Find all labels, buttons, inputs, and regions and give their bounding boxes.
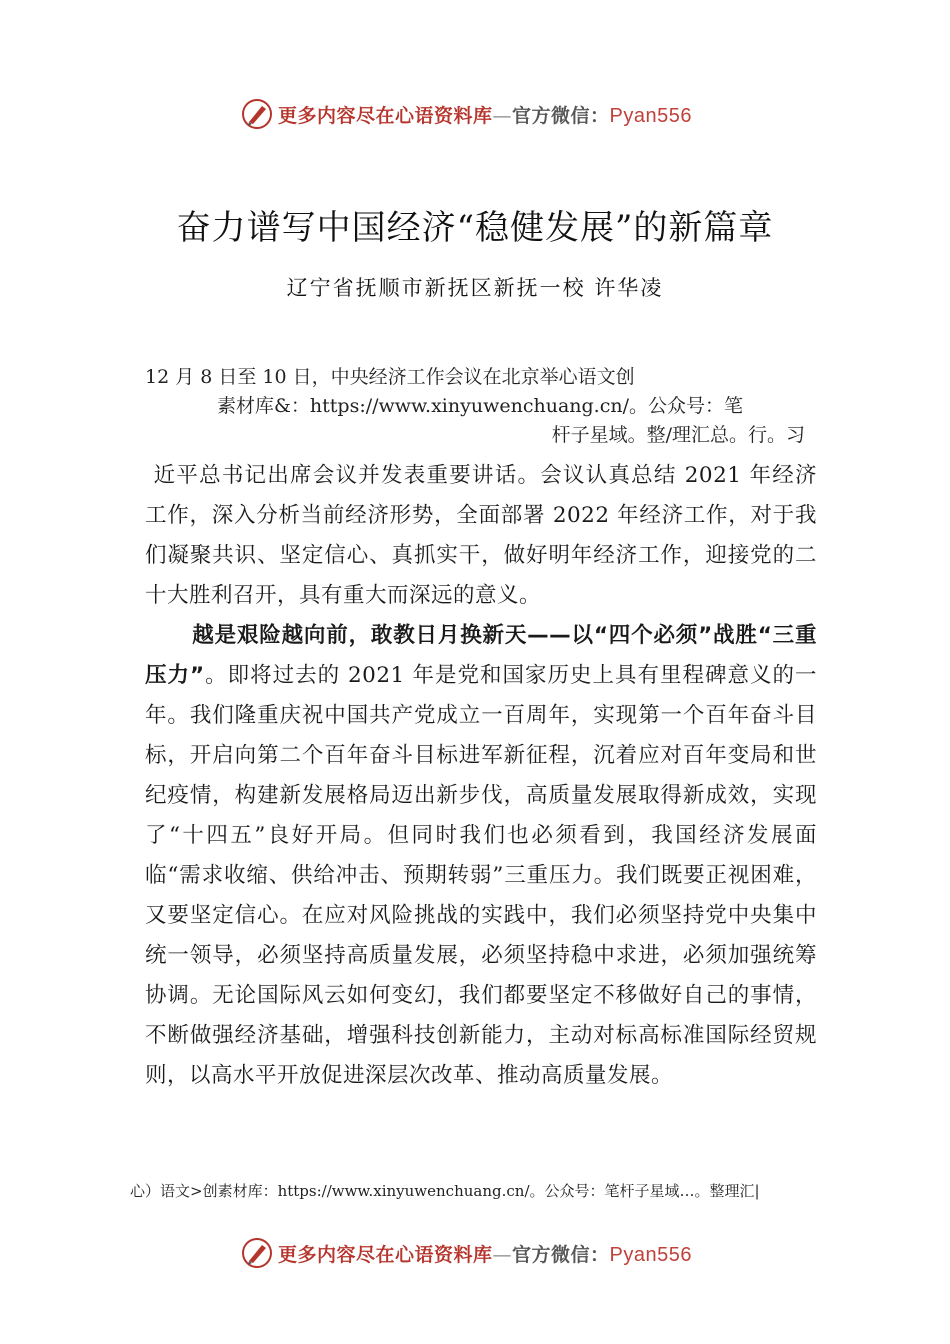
banner-separator: — [492, 1243, 513, 1266]
document-body [145, 456, 817, 1096]
banner-main-text: 更多内容尽在心语资料库 [278, 104, 493, 127]
banner-separator: — [492, 104, 513, 127]
paragraph-2 [145, 616, 817, 1096]
banner-main-text: 更多内容尽在心语资料库 [278, 1243, 493, 1266]
watermark-line: 12 月 8 日至 10 日，中央经济工作会议在北京举心语文创 [145, 366, 635, 388]
paragraph-2-text: 。即将过去的 2021 年是党和国家历史上具有里程碑意义的一年。我们隆重庆祝中国共产党成立一百周年，实现第一个百年奋斗目标，开启向第二个百年奋斗目标进军新征程，沉着应对百年变局和世纪疫情，构建新发展格局迈出新步伐，高质量发展取得新成效，实现了“十四五”良好开局。但同时我们也必须看到，我国经济发展面临“需求收缩、供给冲击、预期转弱”三重压力。我们既要正视困难，又要坚定信心。在应对风险挑战的实践中，我们必须坚持党中央集中统一领导，必须坚持高质量发展，必须坚持稳中求进，必须加强统筹协调。无论国际风云如何变幻，我们都要坚定不移做好自己的事情，不断做强经济基础，增强科技创新能力，主动对标高标准国际经贸规则，以高水平开放促进深层次改革、推动高质量发展。 [145, 663, 817, 1088]
paragraph-2-heading: 越是艰险越向前，敢教日月换新天——以“四个必须”战胜“三重压力” [145, 623, 817, 688]
banner-text [278, 1240, 692, 1267]
banner-wechat-label: 官方微信： [512, 1243, 610, 1266]
watermark-line: 素材库&：https://www.xinyuwenchuang.cn/。公众号：笔 [216, 395, 744, 417]
header-banner [240, 94, 760, 134]
document-title: 奋力谱写中国经济“稳健发展”的新篇章 [176, 208, 774, 248]
banner-text [278, 101, 692, 128]
pen-logo-icon [240, 1236, 274, 1270]
watermark-block [145, 363, 815, 450]
banner-wechat-id: Pyan556 [609, 1243, 692, 1266]
paragraph-1: 近平总书记出席会议并发表重要讲话。会议认真总结 2021 年经济工作，深入分析当前经济形势，全面部署 2022 年经济工作，对于我们凝聚共识、坚定信心、真抓实干，做好明年经济工作，迎接党的二十大胜利召开，具有重大而深远的意义。 [145, 463, 817, 608]
watermark-line: 杆子星域。整/理汇总。行。习 [551, 424, 805, 446]
pen-logo-icon [240, 97, 274, 131]
footer-banner [240, 1233, 760, 1273]
footer-watermark: 心）语文>创素材库：https://www.xinyuwenchuang.cn/。公众号：笔杆子星域…。整理汇| [130, 1182, 760, 1200]
banner-wechat-id: Pyan556 [609, 104, 692, 127]
document-byline: 辽宁省抚顺市新抚区新抚一校 许华凌 [286, 276, 664, 300]
banner-wechat-label: 官方微信： [512, 104, 610, 127]
